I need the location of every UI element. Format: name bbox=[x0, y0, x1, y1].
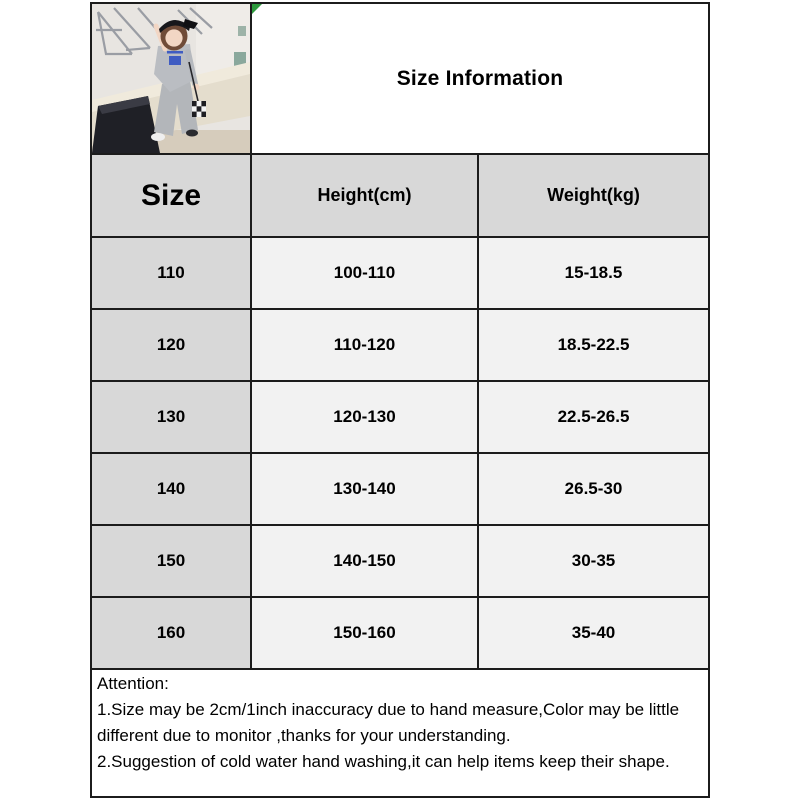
table-cell-height: 130-140 bbox=[252, 454, 477, 524]
photo-shirt-print-line bbox=[167, 51, 183, 54]
photo-face bbox=[165, 29, 182, 46]
title-cell bbox=[252, 4, 708, 153]
column-header-size: Size bbox=[92, 155, 250, 236]
attention-heading: Attention: bbox=[97, 674, 169, 693]
table-cell-weight: 18.5-22.5 bbox=[479, 310, 708, 380]
product-photo-illustration bbox=[92, 4, 250, 153]
table-cell-size: 160 bbox=[92, 598, 250, 668]
photo-sneaker bbox=[151, 133, 165, 141]
size-chart-table bbox=[90, 2, 710, 798]
column-header-weight: Weight(kg) bbox=[479, 155, 708, 236]
table-cell-size: 140 bbox=[92, 454, 250, 524]
table-cell-weight: 35-40 bbox=[479, 598, 708, 668]
table-cell-height: 100-110 bbox=[252, 238, 477, 308]
attention-note-2: 2.Suggestion of cold water hand washing,it can help items keep their shape. bbox=[97, 752, 670, 771]
attention-note-1: 1.Size may be 2cm/1inch inaccuracy due to hand measure,Color may be little different due to monitor ,thanks for your understanding. bbox=[97, 700, 680, 745]
photo-checkered-bag bbox=[192, 101, 206, 117]
table-cell-height: 140-150 bbox=[252, 526, 477, 596]
table-cell-weight: 30-35 bbox=[479, 526, 708, 596]
page-title: Size Information bbox=[396, 66, 564, 90]
table-cell-weight: 22.5-26.5 bbox=[479, 382, 708, 452]
attention-note bbox=[92, 670, 708, 796]
table-cell-size: 120 bbox=[92, 310, 250, 380]
table-cell-height: 110-120 bbox=[252, 310, 477, 380]
table-cell-size: 110 bbox=[92, 238, 250, 308]
table-cell-weight: 15-18.5 bbox=[479, 238, 708, 308]
product-photo bbox=[92, 4, 250, 153]
photo-wall-accent-2 bbox=[238, 26, 246, 36]
column-header-height: Height(cm) bbox=[252, 155, 477, 236]
table-cell-size: 150 bbox=[92, 526, 250, 596]
green-corner-triangle-icon bbox=[252, 4, 262, 14]
table-cell-height: 150-160 bbox=[252, 598, 477, 668]
table-cell-size: 130 bbox=[92, 382, 250, 452]
table-cell-weight: 26.5-30 bbox=[479, 454, 708, 524]
photo-shirt-print bbox=[169, 56, 181, 65]
photo-shoe bbox=[186, 130, 198, 137]
table-cell-height: 120-130 bbox=[252, 382, 477, 452]
